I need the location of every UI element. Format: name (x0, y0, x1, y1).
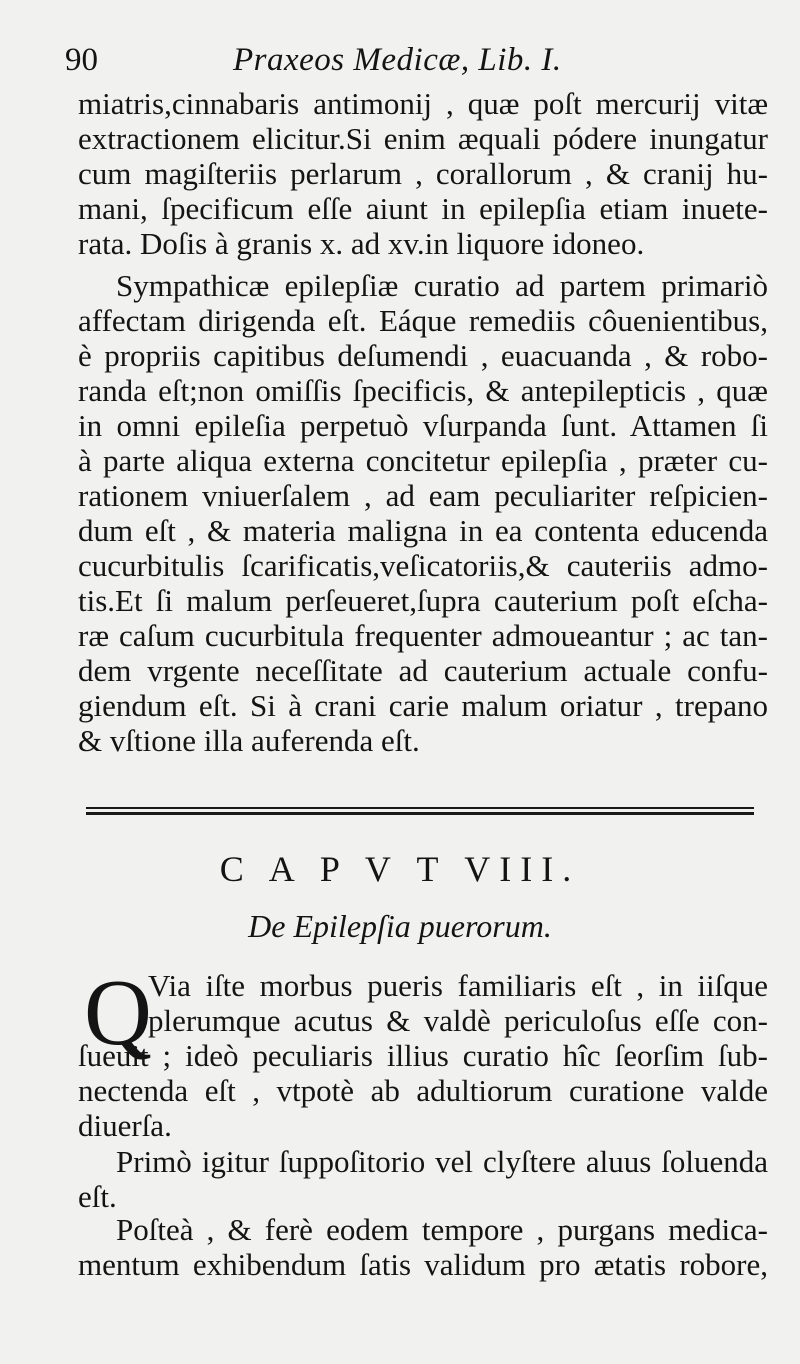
text-line: randa eſt;non omiſſis ſpecificis, & antepilepticis , quæ (78, 373, 768, 408)
text-line: rata. Doſis à granis x. ad xv.in liquore idoneo. (78, 226, 645, 261)
running-title: Praxeos Medicæ, Lib. I. (233, 42, 562, 78)
chapter-title: C A P V T VIII. (219, 849, 581, 889)
text-line: Via iſte morbus pueris familiaris eſt , in iiſque (148, 968, 768, 1003)
text-line: miatris,cinnabaris antimonij , quæ poſt mercurij vitæ (78, 86, 768, 121)
text-line: tis.Et ſi malum perſeueret,ſupra cauterium poſt eſcha- (78, 583, 768, 618)
text-line: dem vrgente neceſſitate ad cauterium actuale confu- (78, 653, 768, 688)
text-line: à parte aliqua externa concitetur epilepſia , præter cu- (78, 443, 768, 478)
text-line: ſueuit ; ideò peculiaris illius curatio hîc ſeorſim ſub- (78, 1038, 768, 1073)
text-line: rationem vniuerſalem , ad eam peculiariter reſpicien- (78, 478, 768, 513)
text-line: affectam dirigenda eſt. Eáque remediis côuenientibus, (78, 303, 768, 338)
text-line: plerumque acutus & valdè periculoſus eſſe con- (148, 1003, 768, 1038)
text-line: eſt. (78, 1179, 117, 1214)
text-line: mani, ſpecificum eſſe aiunt in epilepſia etiam inuete- (78, 191, 768, 226)
text-line: Poſteà , & ferè eodem tempore , purgans medica- (116, 1212, 768, 1247)
text-line: Sympathicæ epilepſiæ curatio ad partem primariò (116, 268, 768, 303)
text-line: & vſtione illa auferenda eſt. (78, 723, 420, 758)
drop-cap: Q (84, 961, 152, 1065)
text-line: è propriis capitibus deſumendi , euacuanda , & robo- (78, 338, 768, 373)
paragraph-1 (78, 86, 768, 261)
paragraph-5 (78, 1212, 768, 1282)
text-line: mentum exhibendum ſatis validum pro ætatis robore, (78, 1247, 768, 1282)
paragraph-2 (78, 268, 768, 758)
text-line: diuerſa. (78, 1108, 172, 1143)
section-divider-thick (86, 812, 754, 815)
text-line: nectenda eſt , vtpotè ab adultiorum curatione valde (78, 1073, 768, 1108)
text-line: Primò igitur ſuppoſitorio vel clyſtere aluus ſoluenda (116, 1144, 768, 1179)
page-number: 90 (65, 42, 98, 78)
paragraph-4 (78, 1144, 768, 1214)
text-line: in omni epileſia perpetuò vſurpanda ſunt. Attamen ſi (78, 408, 768, 443)
text-line: dum eſt , & materia maligna in ea contenta educenda (78, 513, 768, 548)
text-line: giendum eſt. Si à crani carie malum oriatur , trepano (78, 688, 768, 723)
text-line: cucurbitulis ſcarificatis,veſicatoriis,& cauteriis admo- (78, 548, 768, 583)
section-divider-thin (86, 807, 754, 809)
text-line: cum magiſteriis perlarum , corallorum , & cranij hu- (78, 156, 768, 191)
text-line: ræ caſum cucurbitula frequenter admoueantur ; ac tan- (78, 618, 768, 653)
page-header (65, 42, 765, 92)
chapter-subtitle: De Epilepſia puerorum. (248, 908, 552, 944)
paragraph-3 (78, 961, 768, 1143)
text-line: extractionem elicitur.Si enim æquali pódere inungatur (78, 121, 768, 156)
